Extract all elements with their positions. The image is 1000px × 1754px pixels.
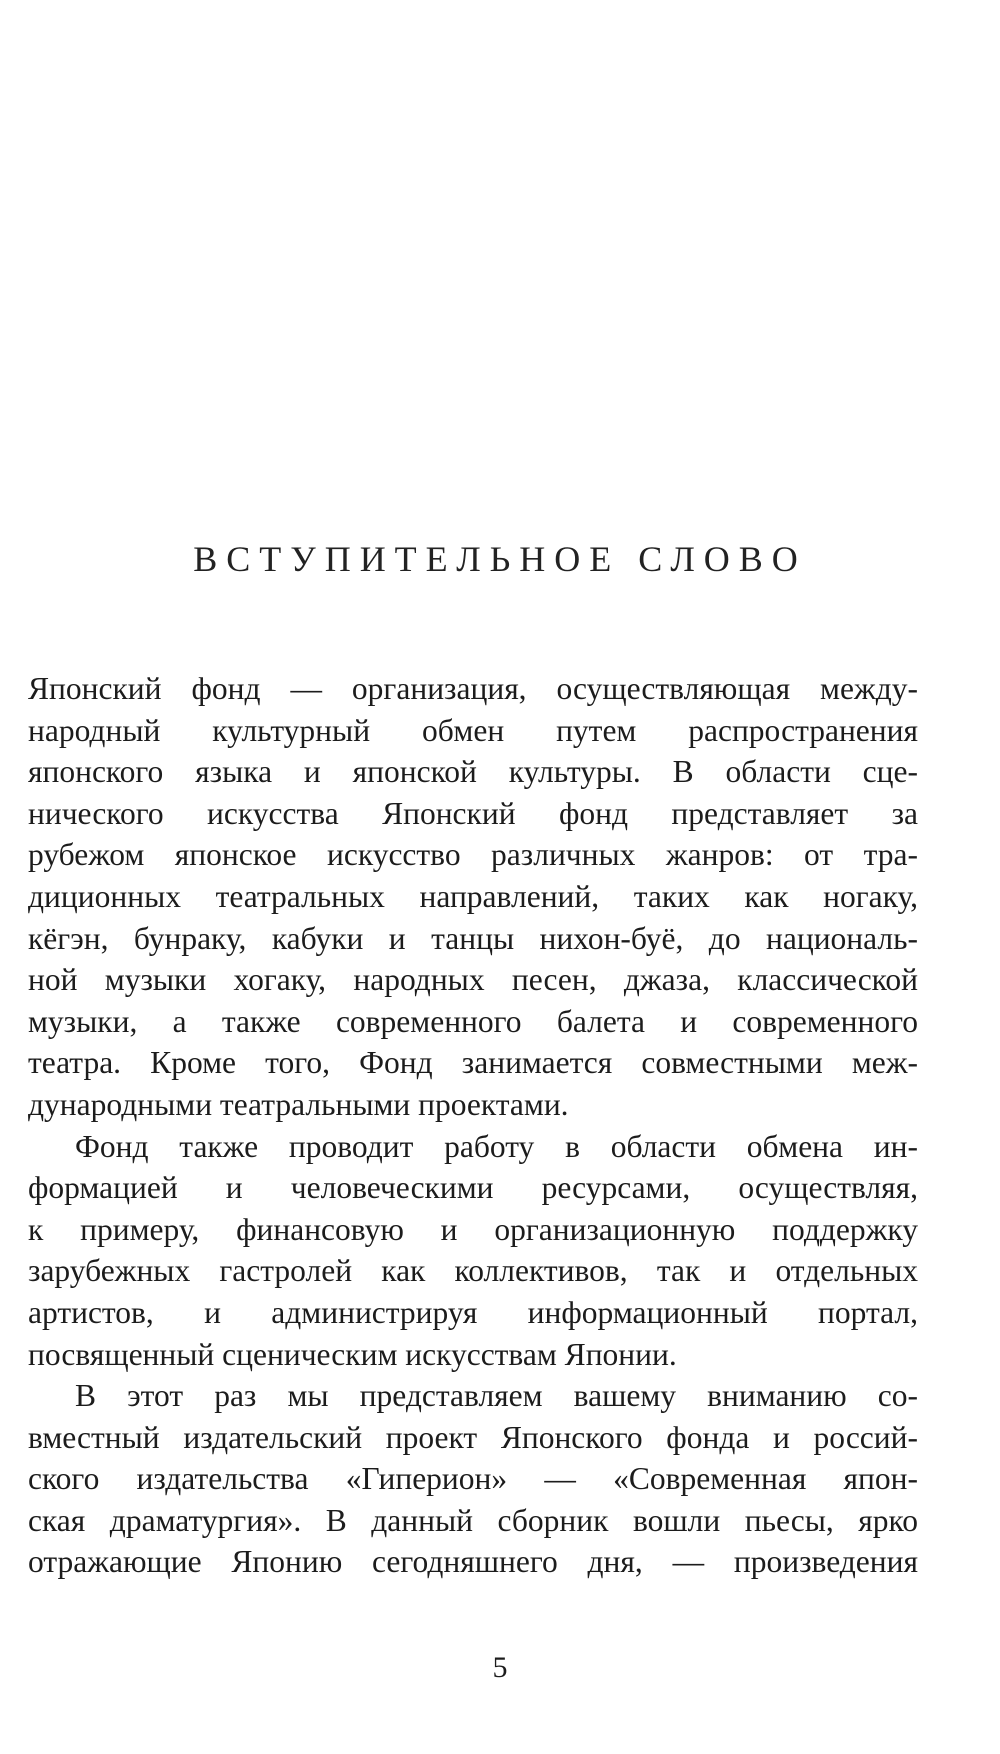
text-line: отражающие Японию сегодняшнего дня, — произведения	[28, 1544, 918, 1580]
text-line: зарубежных гастролей как коллективов, так и отдельных	[28, 1253, 918, 1289]
text-line: посвященный сценическим искусствам Японии.	[28, 1336, 677, 1372]
text-line: артистов, и администрируя информационный портал,	[28, 1294, 918, 1330]
text-line: музыки, а также современного балета и современного	[28, 1003, 918, 1039]
text-line: диционных театральных направлений, таких как ногаку,	[28, 878, 918, 914]
text-line: формацией и человеческими ресурсами, осуществляя,	[28, 1170, 918, 1206]
page-number: 5	[492, 1651, 508, 1684]
text-line: В этот раз мы представляем вашему вниманию со-	[75, 1378, 918, 1414]
body-text	[28, 668, 918, 1583]
text-line: ной музыки хогаку, народных песен, джаза, классической	[28, 962, 918, 998]
text-line: к примеру, финансовую и организационную поддержку	[28, 1211, 918, 1247]
text-line: кёгэн, бунраку, кабуки и танцы нихон-буё, до националь-	[28, 920, 918, 956]
text-line: рубежом японское искусство различных жанров: от тра-	[28, 837, 918, 873]
text-line: ского издательства «Гиперион» — «Современная япон-	[28, 1461, 918, 1497]
text-line: дународными театральными проектами.	[28, 1086, 569, 1122]
text-line: Японский фонд — организация, осуществляющая между-	[28, 671, 918, 706]
text-line: народный культурный обмен путем распространения	[28, 712, 918, 748]
chapter-title: ВСТУПИТЕЛЬНОЕ СЛОВО	[193, 539, 807, 579]
text-line: ская драматургия». В данный сборник вошли пьесы, ярко	[28, 1502, 918, 1538]
text-line: театра. Кроме того, Фонд занимается совместными меж-	[28, 1045, 918, 1081]
text-line: нического искусства Японский фонд представляет за	[28, 795, 918, 831]
text-line: Фонд также проводит работу в области обмена ин-	[75, 1128, 918, 1164]
text-line: вместный издательский проект Японского фонда и россий-	[28, 1419, 918, 1455]
text-line: японского языка и японской культуры. В области сце-	[28, 754, 918, 790]
